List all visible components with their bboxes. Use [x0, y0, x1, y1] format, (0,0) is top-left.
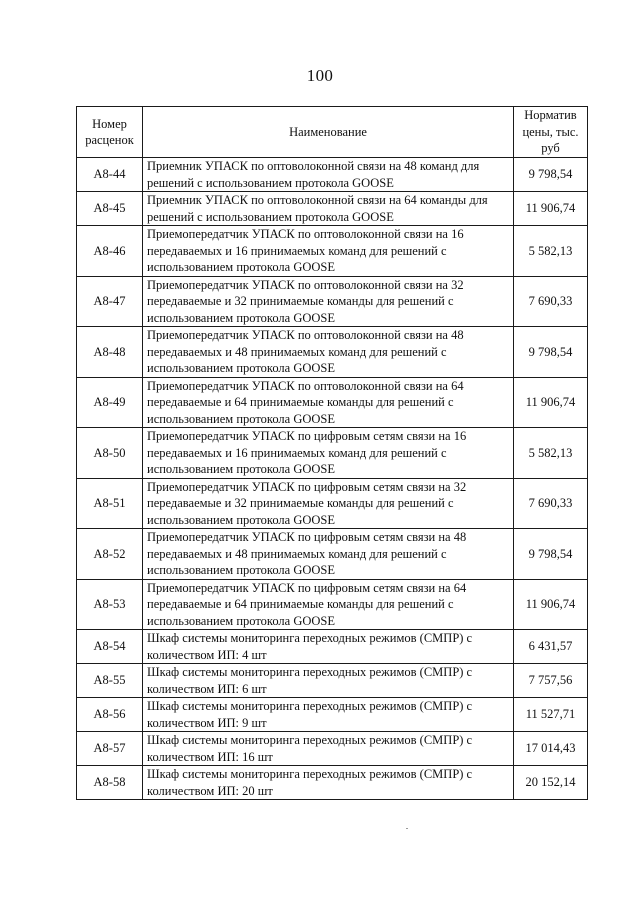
- row-code: А8-53: [77, 579, 143, 630]
- row-code: А8-52: [77, 529, 143, 580]
- row-code: А8-58: [77, 766, 143, 800]
- row-code: А8-51: [77, 478, 143, 529]
- row-code: А8-45: [77, 192, 143, 226]
- table-row: [77, 226, 588, 277]
- page-number: 100: [306, 66, 334, 85]
- table-row: [77, 698, 588, 732]
- table-header-row: [77, 107, 588, 158]
- table-row: [77, 192, 588, 226]
- row-name: Приемопередатчик УПАСК по цифровым сетям связи на 64 передаваемые и 64 принимаемые команды для решений с использованием протокола GOOSE: [143, 579, 514, 630]
- row-code: А8-54: [77, 630, 143, 664]
- row-code: А8-46: [77, 226, 143, 277]
- header-code: Номер расценок: [77, 107, 143, 158]
- table-row: [77, 428, 588, 479]
- table-row: [77, 529, 588, 580]
- table-row: [77, 579, 588, 630]
- row-name: Приемопередатчик УПАСК по оптоволоконной связи на 64 передаваемые и 64 принимаемые команды для решений с использованием протокола GOOSE: [143, 377, 514, 428]
- row-price: 6 431,57: [514, 630, 588, 664]
- row-price: 20 152,14: [514, 766, 588, 800]
- row-name: Приемопередатчик УПАСК по цифровым сетям связи на 32 передаваемые и 32 принимаемые команды для решений с использованием протокола GOOSE: [143, 478, 514, 529]
- row-code: А8-55: [77, 664, 143, 698]
- scan-speck: [406, 828, 408, 829]
- table-row: [77, 664, 588, 698]
- row-code: А8-47: [77, 276, 143, 327]
- row-price: 11 906,74: [514, 579, 588, 630]
- table-row: [77, 766, 588, 800]
- row-price: 5 582,13: [514, 226, 588, 277]
- row-price: 7 690,33: [514, 478, 588, 529]
- price-norms-table: [76, 106, 588, 800]
- row-code: А8-49: [77, 377, 143, 428]
- header-name: Наименование: [143, 107, 514, 158]
- row-price: 17 014,43: [514, 732, 588, 766]
- row-price: 9 798,54: [514, 327, 588, 378]
- row-name: Приемопередатчик УПАСК по оптоволоконной связи на 16 передаваемых и 16 принимаемых команд для решений с использованием протокола GOOSE: [143, 226, 514, 277]
- row-name: Шкаф системы мониторинга переходных режимов (СМПР) с количеством ИП: 20 шт: [143, 766, 514, 800]
- row-name: Приемопередатчик УПАСК по оптоволоконной связи на 48 передаваемых и 48 принимаемых команд для решений с использованием протокола GOOSE: [143, 327, 514, 378]
- row-name: Приемник УПАСК по оптоволоконной связи на 64 команды для решений с использованием протокола GOOSE: [143, 192, 514, 226]
- row-name: Шкаф системы мониторинга переходных режимов (СМПР) с количеством ИП: 6 шт: [143, 664, 514, 698]
- table-row: [77, 478, 588, 529]
- row-name: Приемопередатчик УПАСК по цифровым сетям связи на 16 передаваемых и 16 принимаемых команд для решений с использованием протокола GOOSE: [143, 428, 514, 479]
- row-price: 11 906,74: [514, 192, 588, 226]
- row-price: 5 582,13: [514, 428, 588, 479]
- row-code: А8-57: [77, 732, 143, 766]
- row-code: А8-48: [77, 327, 143, 378]
- row-code: А8-44: [77, 158, 143, 192]
- row-name: Шкаф системы мониторинга переходных режимов (СМПР) с количеством ИП: 16 шт: [143, 732, 514, 766]
- table-row: [77, 327, 588, 378]
- table-row: [77, 630, 588, 664]
- row-price: 11 906,74: [514, 377, 588, 428]
- row-name: Приемопередатчик УПАСК по цифровым сетям связи на 48 передаваемых и 48 принимаемых команд для решений с использованием протокола GOOSE: [143, 529, 514, 580]
- row-name: Приемник УПАСК по оптоволоконной связи на 48 команд для решений с использованием протокола GOOSE: [143, 158, 514, 192]
- table-row: [77, 276, 588, 327]
- row-price: 7 690,33: [514, 276, 588, 327]
- row-name: Приемопередатчик УПАСК по оптоволоконной связи на 32 передаваемые и 32 принимаемые команды для решений с использованием протокола GOOSE: [143, 276, 514, 327]
- row-price: 9 798,54: [514, 529, 588, 580]
- table-row: [77, 158, 588, 192]
- table-row: [77, 377, 588, 428]
- table-row: [77, 732, 588, 766]
- row-price: 11 527,71: [514, 698, 588, 732]
- row-price: 7 757,56: [514, 664, 588, 698]
- row-price: 9 798,54: [514, 158, 588, 192]
- row-code: А8-56: [77, 698, 143, 732]
- row-name: Шкаф системы мониторинга переходных режимов (СМПР) с количеством ИП: 9 шт: [143, 698, 514, 732]
- header-price: Норматив цены, тыс. руб: [514, 107, 588, 158]
- row-name: Шкаф системы мониторинга переходных режимов (СМПР) с количеством ИП: 4 шт: [143, 630, 514, 664]
- row-code: А8-50: [77, 428, 143, 479]
